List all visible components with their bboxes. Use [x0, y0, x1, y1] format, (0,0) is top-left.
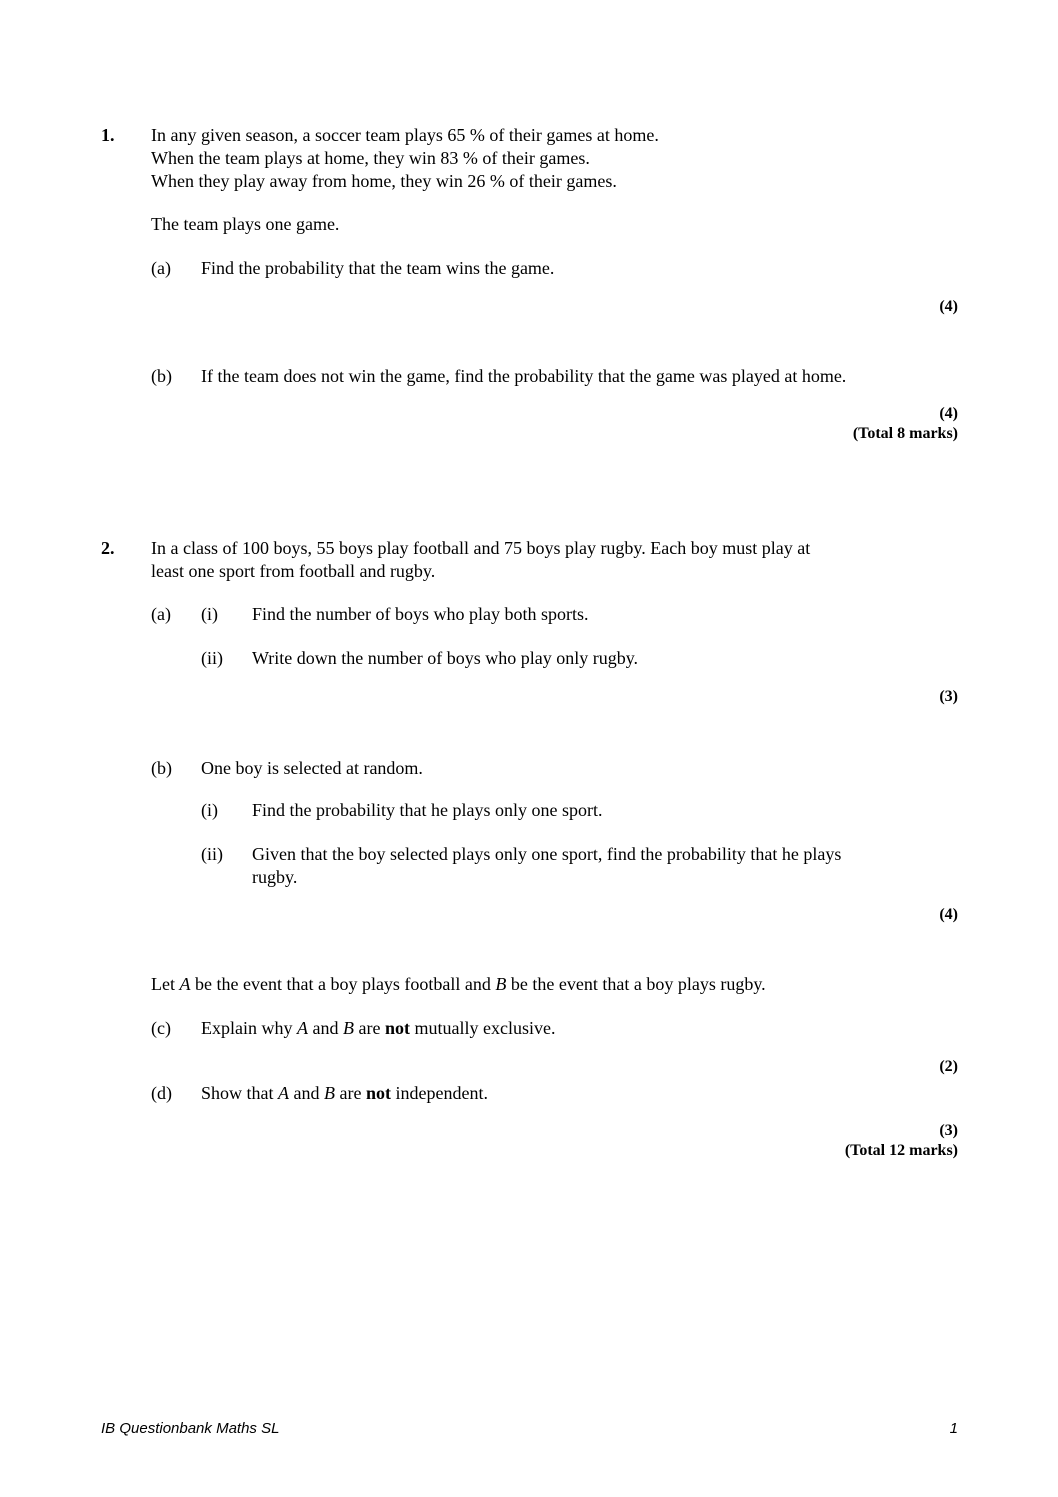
question-number: 1.: [101, 125, 115, 145]
event-a: A: [297, 1018, 308, 1038]
part-b-marks: (4): [939, 906, 958, 923]
part-a-ii-label: (ii): [201, 648, 223, 668]
event-b: B: [495, 974, 507, 994]
part-b-text: One boy is selected at random.: [201, 758, 423, 778]
total-marks: (Total 12 marks): [844, 1142, 958, 1159]
text-span: mutually exclusive.: [410, 1018, 556, 1038]
part-c-text: [201, 1017, 555, 1039]
footer-title: IB Questionbank Maths SL: [101, 1420, 280, 1437]
part-b-i-label: (i): [201, 800, 218, 820]
text-span: be the event that a boy plays rugby.: [506, 974, 766, 994]
part-d-text: [201, 1082, 488, 1104]
text-span: and: [289, 1083, 325, 1103]
text-span: independent.: [391, 1083, 488, 1103]
event-b: B: [343, 1018, 354, 1038]
emphasis-not: not: [366, 1083, 392, 1103]
part-d-marks: (3): [939, 1122, 958, 1139]
part-b-ii-text-line-2: rugby.: [252, 867, 298, 887]
text-span: are: [354, 1018, 385, 1038]
intro-line-3: When they play away from home, they win 26 % of their games.: [151, 171, 617, 191]
intro-line-2: least one sport from football and rugby.: [151, 561, 436, 581]
part-a-marks: (3): [939, 688, 958, 705]
text-span: Let: [151, 974, 180, 994]
part-a-ii-text: Write down the number of boys who play only rugby.: [252, 648, 639, 668]
question-number: 2.: [101, 538, 115, 558]
event-a: A: [179, 974, 191, 994]
part-b-i-text: Find the probability that he plays only one sport.: [252, 800, 603, 820]
text-span: are: [335, 1083, 366, 1103]
text-span: and: [308, 1018, 343, 1038]
part-a-label: (a): [151, 258, 171, 278]
event-a: A: [278, 1083, 290, 1103]
event-definition: [151, 973, 766, 995]
total-marks: (Total 8 marks): [852, 425, 958, 442]
part-a-label: (a): [151, 604, 171, 624]
part-b-label: (b): [151, 366, 172, 386]
setup-text: The team plays one game.: [151, 214, 340, 234]
text-span: Show that: [201, 1083, 279, 1103]
part-b-label: (b): [151, 758, 172, 778]
text-span: Explain why: [201, 1018, 297, 1038]
part-b-marks: (4): [939, 405, 958, 422]
part-a-i-label: (i): [201, 604, 218, 624]
part-a-marks: (4): [939, 298, 958, 315]
intro-line-1: In a class of 100 boys, 55 boys play football and 75 boys play rugby. Each boy must play at: [151, 538, 811, 558]
part-b-ii-label: (ii): [201, 844, 223, 864]
emphasis-not: not: [384, 1018, 410, 1038]
part-c-marks: (2): [939, 1058, 958, 1075]
part-b-ii-text-line-1: Given that the boy selected plays only one sport, find the probability that he plays: [252, 844, 842, 864]
intro-line-2: When the team plays at home, they win 83 % of their games.: [151, 148, 590, 168]
part-c-label: (c): [151, 1018, 171, 1038]
text-span: be the event that a boy plays football and: [190, 974, 496, 994]
part-b-text: If the team does not win the game, find the probability that the game was played at home.: [201, 366, 847, 386]
part-a-text: Find the probability that the team wins the game.: [201, 258, 555, 278]
intro-line-1: In any given season, a soccer team plays 65 % of their games at home.: [151, 125, 659, 145]
event-b: B: [324, 1083, 336, 1103]
page-number: 1: [949, 1420, 958, 1437]
part-d-label: (d): [151, 1083, 172, 1103]
part-a-i-text: Find the number of boys who play both sports.: [252, 604, 589, 624]
